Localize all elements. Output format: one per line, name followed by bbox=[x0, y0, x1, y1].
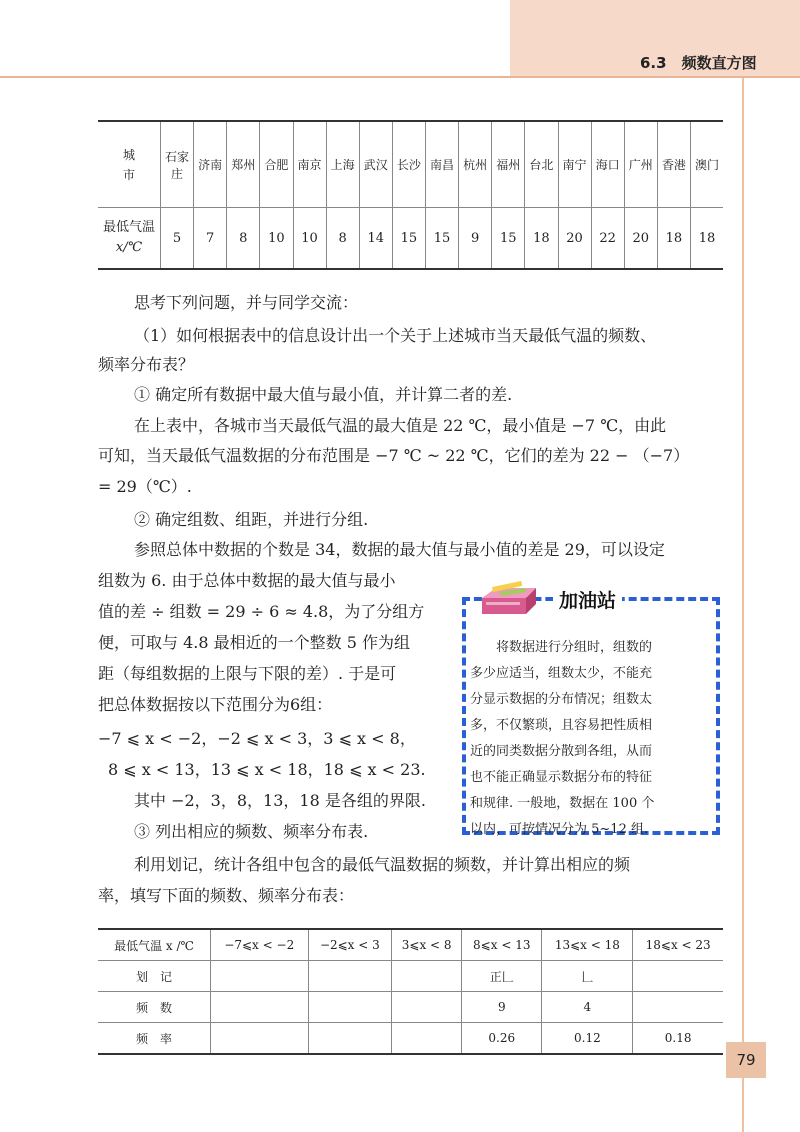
table-cell: 0.18 bbox=[633, 1023, 723, 1055]
temp-cell: 15 bbox=[426, 208, 459, 270]
paragraph: 其中 −2，3，8，13，18 是各组的界限. bbox=[134, 791, 426, 810]
paragraph: 把总体数据按以下范围分为6组： bbox=[98, 695, 333, 714]
temp-cell: 8 bbox=[326, 208, 359, 270]
table-cell bbox=[392, 992, 462, 1023]
table-row bbox=[98, 992, 723, 1023]
header-cell: 13⩽x < 18 bbox=[542, 929, 633, 961]
paragraph: ① 确定所有数据中最大值与最小值，并计算二者的差. bbox=[134, 385, 513, 404]
city-cell: 南宁 bbox=[558, 121, 591, 208]
header-cell: 3⩽x < 8 bbox=[392, 929, 462, 961]
table-cell bbox=[211, 961, 309, 992]
tip-line: 分显示数据的分布情况；组数太 bbox=[470, 692, 653, 707]
temp-cell: 15 bbox=[392, 208, 425, 270]
paragraph: 值的差 ÷ 组数 = 29 ÷ 6 ≈ 4.8，为了分组方 bbox=[98, 602, 425, 621]
paragraph: 参照总体中数据的个数是 34，数据的最大值与最小值的差是 29，可以设定 bbox=[134, 540, 665, 559]
city-cell: 海口 bbox=[591, 121, 624, 208]
city-cell: 南京 bbox=[293, 121, 326, 208]
tip-line: 和规律. 一般地，数据在 100 个 bbox=[470, 796, 655, 811]
city-cell: 长沙 bbox=[392, 121, 425, 208]
city-cell: 石家 庄 bbox=[161, 121, 194, 208]
paragraph: 频率分布表？ bbox=[98, 355, 195, 374]
temp-cell: 8 bbox=[227, 208, 260, 270]
city-cell: 香港 bbox=[657, 121, 690, 208]
header-cell: 18⩽x < 23 bbox=[633, 929, 723, 961]
table-cell bbox=[211, 1023, 309, 1055]
section-title: 6.3 频数直方图 bbox=[640, 54, 757, 72]
paragraph: 率，填写下面的频数、频率分布表： bbox=[98, 886, 355, 905]
table-cell bbox=[392, 1023, 462, 1055]
tip-line: 多，不仅繁琐，且容易把性质相 bbox=[470, 718, 653, 733]
page-number: 79 bbox=[726, 1042, 766, 1078]
table-row bbox=[98, 929, 723, 961]
temp-cell: 7 bbox=[194, 208, 227, 270]
temp-cell: 9 bbox=[459, 208, 492, 270]
paragraph: ② 确定组数、组距，并进行分组. bbox=[134, 510, 369, 529]
tip-title: 加油站 bbox=[553, 586, 622, 613]
temp-cell: 15 bbox=[492, 208, 525, 270]
temp-cell: 5 bbox=[161, 208, 194, 270]
pencil-box-icon bbox=[478, 580, 540, 622]
math-line: 8 ⩽ x < 13，13 ⩽ x < 18，18 ⩽ x < 23. bbox=[108, 760, 426, 779]
table-cell bbox=[392, 961, 462, 992]
temp-cell: 20 bbox=[558, 208, 591, 270]
tip-line: 多少应适当，组数太少，不能充 bbox=[470, 666, 653, 681]
tip-line: 近的同类数据分散到各组，从而 bbox=[470, 744, 653, 759]
paragraph: 利用划记，统计各组中包含的最低气温数据的频数，并计算出相应的频 bbox=[134, 855, 631, 874]
header-cell: 最低气温 x /℃ bbox=[98, 929, 211, 961]
paragraph: 在上表中，各城市当天最低气温的最大值是 22 ℃，最小值是 −7 ℃，由此 bbox=[134, 416, 667, 435]
temp-cell: 18 bbox=[657, 208, 690, 270]
city-cell: 福州 bbox=[492, 121, 525, 208]
row-label: 划 记 bbox=[98, 961, 211, 992]
paragraph: ③ 列出相应的频数、频率分布表. bbox=[134, 822, 369, 841]
temp-cell: 22 bbox=[591, 208, 624, 270]
table-cell bbox=[308, 1023, 392, 1055]
city-cell: 上海 bbox=[326, 121, 359, 208]
paragraph: （1）如何根据表中的信息设计出一个关于上述城市当天最低气温的频数、 bbox=[134, 326, 657, 345]
table-cell: 𠃊 bbox=[542, 961, 633, 992]
city-temperature-table bbox=[98, 120, 723, 270]
city-cell: 合肥 bbox=[260, 121, 293, 208]
table-cell: 正𠃊 bbox=[462, 961, 542, 992]
temp-cell: 20 bbox=[624, 208, 657, 270]
row-label: 频 数 bbox=[98, 992, 211, 1023]
header-cell: −2⩽x < 3 bbox=[308, 929, 392, 961]
city-cell: 济南 bbox=[194, 121, 227, 208]
tip-line: 将数据进行分组时，组数的 bbox=[496, 640, 653, 655]
city-cell: 广州 bbox=[624, 121, 657, 208]
row-label: 频 率 bbox=[98, 1023, 211, 1055]
city-cell: 澳门 bbox=[691, 121, 724, 208]
table-row bbox=[98, 1023, 723, 1055]
table-cell: 9 bbox=[462, 992, 542, 1023]
paragraph: 思考下列问题，并与同学交流： bbox=[134, 293, 359, 312]
temp-cell: 10 bbox=[293, 208, 326, 270]
math-line: −7 ⩽ x < −2，−2 ⩽ x < 3，3 ⩽ x < 8， bbox=[98, 729, 416, 748]
table-cell bbox=[211, 992, 309, 1023]
header-rule bbox=[0, 76, 800, 78]
city-cell: 武汉 bbox=[359, 121, 392, 208]
city-cell: 杭州 bbox=[459, 121, 492, 208]
city-cell: 南昌 bbox=[426, 121, 459, 208]
temp-cell: 10 bbox=[260, 208, 293, 270]
header-cell: −7⩽x < −2 bbox=[211, 929, 309, 961]
table-row bbox=[98, 961, 723, 992]
paragraph: 便，可取与 4.8 最相近的一个整数 5 作为组 bbox=[98, 633, 410, 652]
table-cell bbox=[633, 961, 723, 992]
table-cell bbox=[308, 992, 392, 1023]
table-cell bbox=[633, 992, 723, 1023]
header-cell: 8⩽x < 13 bbox=[462, 929, 542, 961]
table-cell bbox=[308, 961, 392, 992]
temp-cell: 14 bbox=[359, 208, 392, 270]
table-cell: 4 bbox=[542, 992, 633, 1023]
paragraph: 组数为 6. 由于总体中数据的最大值与最小 bbox=[98, 571, 396, 590]
tip-line: 也不能正确显示数据分布的特征 bbox=[470, 770, 653, 785]
margin-rule bbox=[742, 78, 744, 1132]
city-cell: 台北 bbox=[525, 121, 558, 208]
city-cell: 郑州 bbox=[227, 121, 260, 208]
table-cell: 0.12 bbox=[542, 1023, 633, 1055]
temp-cell: 18 bbox=[691, 208, 724, 270]
table-cell: 0.26 bbox=[462, 1023, 542, 1055]
tip-line: 以内，可按情况分为 5~12 组. bbox=[470, 822, 649, 837]
tip-text bbox=[470, 635, 710, 843]
temp-cell: 18 bbox=[525, 208, 558, 270]
frequency-table bbox=[98, 928, 723, 1055]
paragraph: = 29（℃）. bbox=[98, 477, 192, 496]
temp-header-cell: 最低气温 x/℃ bbox=[98, 208, 161, 270]
city-header-cell: 城 市 bbox=[98, 121, 161, 208]
paragraph: 距（每组数据的上限与下限的差）. 于是可 bbox=[98, 664, 397, 683]
paragraph: 可知，当天最低气温数据的分布范围是 −7 ℃ ~ 22 ℃，它们的差为 22 − （−7） bbox=[98, 446, 690, 465]
